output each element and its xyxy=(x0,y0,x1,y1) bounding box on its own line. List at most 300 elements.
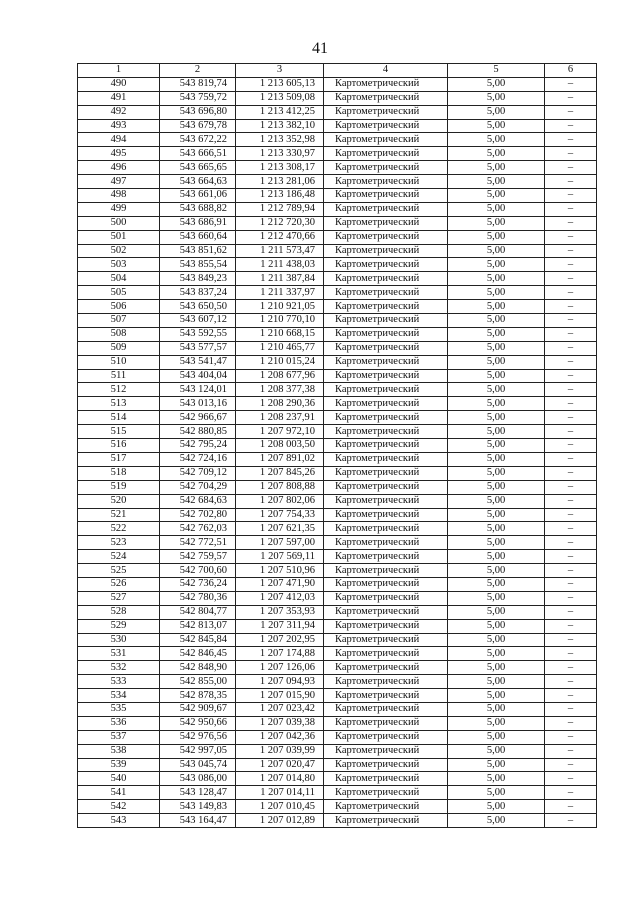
point-number-cell: 496 xyxy=(78,161,160,175)
method-cell: Картометрический xyxy=(324,341,448,355)
y-coordinate-cell: 1 211 337,97 xyxy=(236,286,324,300)
method-cell: Картометрический xyxy=(324,105,448,119)
method-cell: Картометрический xyxy=(324,494,448,508)
point-number-cell: 493 xyxy=(78,119,160,133)
table-row xyxy=(78,314,597,328)
table-row xyxy=(78,647,597,661)
note-cell: – xyxy=(545,772,597,786)
x-coordinate-cell: 543 577,57 xyxy=(160,341,236,355)
accuracy-cell: 5,00 xyxy=(448,536,545,550)
accuracy-cell: 5,00 xyxy=(448,355,545,369)
method-cell: Картометрический xyxy=(324,383,448,397)
point-number-cell: 517 xyxy=(78,452,160,466)
accuracy-cell: 5,00 xyxy=(448,647,545,661)
table-row xyxy=(78,675,597,689)
point-number-cell: 505 xyxy=(78,286,160,300)
point-number-cell: 530 xyxy=(78,633,160,647)
accuracy-cell: 5,00 xyxy=(448,730,545,744)
method-cell: Картометрический xyxy=(324,119,448,133)
table-row xyxy=(78,730,597,744)
y-coordinate-cell: 1 207 569,11 xyxy=(236,550,324,564)
note-cell: – xyxy=(545,383,597,397)
point-number-cell: 535 xyxy=(78,702,160,716)
accuracy-cell: 5,00 xyxy=(448,758,545,772)
x-coordinate-cell: 542 780,36 xyxy=(160,591,236,605)
point-number-cell: 497 xyxy=(78,175,160,189)
note-cell: – xyxy=(545,286,597,300)
note-cell: – xyxy=(545,619,597,633)
table-row xyxy=(78,591,597,605)
accuracy-cell: 5,00 xyxy=(448,466,545,480)
note-cell: – xyxy=(545,730,597,744)
point-number-cell: 492 xyxy=(78,105,160,119)
accuracy-cell: 5,00 xyxy=(448,814,545,828)
y-coordinate-cell: 1 210 668,15 xyxy=(236,327,324,341)
x-coordinate-cell: 542 976,56 xyxy=(160,730,236,744)
table-row xyxy=(78,744,597,758)
accuracy-cell: 5,00 xyxy=(448,175,545,189)
method-cell: Картометрический xyxy=(324,77,448,91)
y-coordinate-cell: 1 208 377,38 xyxy=(236,383,324,397)
table-row xyxy=(78,230,597,244)
note-cell: – xyxy=(545,702,597,716)
note-cell: – xyxy=(545,480,597,494)
column-header: 2 xyxy=(160,64,236,78)
table-row xyxy=(78,147,597,161)
point-number-cell: 539 xyxy=(78,758,160,772)
accuracy-cell: 5,00 xyxy=(448,105,545,119)
x-coordinate-cell: 542 966,67 xyxy=(160,411,236,425)
y-coordinate-cell: 1 207 014,11 xyxy=(236,786,324,800)
note-cell: – xyxy=(545,77,597,91)
note-cell: – xyxy=(545,189,597,203)
point-number-cell: 532 xyxy=(78,661,160,675)
y-coordinate-cell: 1 210 921,05 xyxy=(236,300,324,314)
accuracy-cell: 5,00 xyxy=(448,522,545,536)
point-number-cell: 503 xyxy=(78,258,160,272)
point-number-cell: 543 xyxy=(78,814,160,828)
note-cell: – xyxy=(545,786,597,800)
accuracy-cell: 5,00 xyxy=(448,189,545,203)
x-coordinate-cell: 542 909,67 xyxy=(160,702,236,716)
note-cell: – xyxy=(545,661,597,675)
note-cell: – xyxy=(545,522,597,536)
x-coordinate-cell: 543 686,91 xyxy=(160,216,236,230)
accuracy-cell: 5,00 xyxy=(448,577,545,591)
x-coordinate-cell: 543 660,64 xyxy=(160,230,236,244)
coordinates-table xyxy=(77,63,597,828)
y-coordinate-cell: 1 207 353,93 xyxy=(236,605,324,619)
point-number-cell: 522 xyxy=(78,522,160,536)
table-row xyxy=(78,355,597,369)
y-coordinate-cell: 1 207 094,93 xyxy=(236,675,324,689)
y-coordinate-cell: 1 207 845,26 xyxy=(236,466,324,480)
column-header: 5 xyxy=(448,64,545,78)
y-coordinate-cell: 1 213 308,17 xyxy=(236,161,324,175)
point-number-cell: 537 xyxy=(78,730,160,744)
method-cell: Картометрический xyxy=(324,466,448,480)
y-coordinate-cell: 1 208 290,36 xyxy=(236,397,324,411)
x-coordinate-cell: 543 404,04 xyxy=(160,369,236,383)
x-coordinate-cell: 542 878,35 xyxy=(160,689,236,703)
point-number-cell: 509 xyxy=(78,341,160,355)
x-coordinate-cell: 542 684,63 xyxy=(160,494,236,508)
note-cell: – xyxy=(545,591,597,605)
method-cell: Картометрический xyxy=(324,550,448,564)
method-cell: Картометрический xyxy=(324,633,448,647)
table-row xyxy=(78,536,597,550)
x-coordinate-cell: 543 665,65 xyxy=(160,161,236,175)
accuracy-cell: 5,00 xyxy=(448,494,545,508)
note-cell: – xyxy=(545,758,597,772)
note-cell: – xyxy=(545,314,597,328)
table-row xyxy=(78,258,597,272)
note-cell: – xyxy=(545,202,597,216)
accuracy-cell: 5,00 xyxy=(448,147,545,161)
y-coordinate-cell: 1 207 010,45 xyxy=(236,800,324,814)
method-cell: Картометрический xyxy=(324,786,448,800)
table-row xyxy=(78,480,597,494)
table-row xyxy=(78,452,597,466)
accuracy-cell: 5,00 xyxy=(448,244,545,258)
y-coordinate-cell: 1 211 387,84 xyxy=(236,272,324,286)
table-row xyxy=(78,105,597,119)
y-coordinate-cell: 1 207 412,03 xyxy=(236,591,324,605)
table-row xyxy=(78,286,597,300)
column-header: 6 xyxy=(545,64,597,78)
y-coordinate-cell: 1 207 012,89 xyxy=(236,814,324,828)
table-row xyxy=(78,758,597,772)
note-cell: – xyxy=(545,327,597,341)
note-cell: – xyxy=(545,452,597,466)
note-cell: – xyxy=(545,300,597,314)
table-row xyxy=(78,772,597,786)
point-number-cell: 524 xyxy=(78,550,160,564)
table-row xyxy=(78,661,597,675)
y-coordinate-cell: 1 207 023,42 xyxy=(236,702,324,716)
method-cell: Картометрический xyxy=(324,716,448,730)
accuracy-cell: 5,00 xyxy=(448,439,545,453)
y-coordinate-cell: 1 213 281,06 xyxy=(236,175,324,189)
x-coordinate-cell: 542 855,00 xyxy=(160,675,236,689)
x-coordinate-cell: 543 086,00 xyxy=(160,772,236,786)
method-cell: Картометрический xyxy=(324,202,448,216)
x-coordinate-cell: 542 772,51 xyxy=(160,536,236,550)
method-cell: Картометрический xyxy=(324,744,448,758)
table-row xyxy=(78,550,597,564)
y-coordinate-cell: 1 210 465,77 xyxy=(236,341,324,355)
y-coordinate-cell: 1 208 677,96 xyxy=(236,369,324,383)
table-row xyxy=(78,91,597,105)
y-coordinate-cell: 1 213 509,08 xyxy=(236,91,324,105)
table-row xyxy=(78,605,597,619)
point-number-cell: 498 xyxy=(78,189,160,203)
table-row xyxy=(78,619,597,633)
x-coordinate-cell: 543 650,50 xyxy=(160,300,236,314)
note-cell: – xyxy=(545,175,597,189)
point-number-cell: 528 xyxy=(78,605,160,619)
accuracy-cell: 5,00 xyxy=(448,564,545,578)
x-coordinate-cell: 542 950,66 xyxy=(160,716,236,730)
method-cell: Картометрический xyxy=(324,425,448,439)
note-cell: – xyxy=(545,550,597,564)
note-cell: – xyxy=(545,230,597,244)
point-number-cell: 512 xyxy=(78,383,160,397)
x-coordinate-cell: 543 696,80 xyxy=(160,105,236,119)
method-cell: Картометрический xyxy=(324,258,448,272)
x-coordinate-cell: 543 679,78 xyxy=(160,119,236,133)
note-cell: – xyxy=(545,536,597,550)
note-cell: – xyxy=(545,716,597,730)
method-cell: Картометрический xyxy=(324,591,448,605)
note-cell: – xyxy=(545,605,597,619)
method-cell: Картометрический xyxy=(324,161,448,175)
note-cell: – xyxy=(545,508,597,522)
page-number: 41 xyxy=(312,40,328,57)
column-header: 3 xyxy=(236,64,324,78)
y-coordinate-cell: 1 207 621,35 xyxy=(236,522,324,536)
table-header-row xyxy=(78,64,597,78)
x-coordinate-cell: 543 666,51 xyxy=(160,147,236,161)
note-cell: – xyxy=(545,494,597,508)
method-cell: Картометрический xyxy=(324,355,448,369)
point-number-cell: 519 xyxy=(78,480,160,494)
accuracy-cell: 5,00 xyxy=(448,91,545,105)
point-number-cell: 499 xyxy=(78,202,160,216)
x-coordinate-cell: 543 013,16 xyxy=(160,397,236,411)
accuracy-cell: 5,00 xyxy=(448,772,545,786)
accuracy-cell: 5,00 xyxy=(448,411,545,425)
x-coordinate-cell: 543 164,47 xyxy=(160,814,236,828)
y-coordinate-cell: 1 212 720,30 xyxy=(236,216,324,230)
accuracy-cell: 5,00 xyxy=(448,314,545,328)
point-number-cell: 521 xyxy=(78,508,160,522)
y-coordinate-cell: 1 207 174,88 xyxy=(236,647,324,661)
method-cell: Картометрический xyxy=(324,619,448,633)
point-number-cell: 515 xyxy=(78,425,160,439)
accuracy-cell: 5,00 xyxy=(448,786,545,800)
point-number-cell: 506 xyxy=(78,300,160,314)
note-cell: – xyxy=(545,647,597,661)
y-coordinate-cell: 1 207 802,06 xyxy=(236,494,324,508)
method-cell: Картометрический xyxy=(324,230,448,244)
y-coordinate-cell: 1 207 020,47 xyxy=(236,758,324,772)
note-cell: – xyxy=(545,272,597,286)
accuracy-cell: 5,00 xyxy=(448,258,545,272)
table-row xyxy=(78,272,597,286)
note-cell: – xyxy=(545,355,597,369)
method-cell: Картометрический xyxy=(324,175,448,189)
point-number-cell: 516 xyxy=(78,439,160,453)
y-coordinate-cell: 1 207 126,06 xyxy=(236,661,324,675)
accuracy-cell: 5,00 xyxy=(448,161,545,175)
table-row xyxy=(78,202,597,216)
method-cell: Картометрический xyxy=(324,314,448,328)
accuracy-cell: 5,00 xyxy=(448,800,545,814)
table-row xyxy=(78,633,597,647)
note-cell: – xyxy=(545,814,597,828)
point-number-cell: 518 xyxy=(78,466,160,480)
note-cell: – xyxy=(545,466,597,480)
point-number-cell: 508 xyxy=(78,327,160,341)
x-coordinate-cell: 542 736,24 xyxy=(160,577,236,591)
x-coordinate-cell: 543 661,06 xyxy=(160,189,236,203)
accuracy-cell: 5,00 xyxy=(448,383,545,397)
accuracy-cell: 5,00 xyxy=(448,633,545,647)
accuracy-cell: 5,00 xyxy=(448,341,545,355)
point-number-cell: 529 xyxy=(78,619,160,633)
y-coordinate-cell: 1 213 605,13 xyxy=(236,77,324,91)
note-cell: – xyxy=(545,800,597,814)
y-coordinate-cell: 1 207 754,33 xyxy=(236,508,324,522)
note-cell: – xyxy=(545,425,597,439)
table-row xyxy=(78,161,597,175)
x-coordinate-cell: 542 704,29 xyxy=(160,480,236,494)
note-cell: – xyxy=(545,91,597,105)
method-cell: Картометрический xyxy=(324,605,448,619)
y-coordinate-cell: 1 207 972,10 xyxy=(236,425,324,439)
x-coordinate-cell: 542 848,90 xyxy=(160,661,236,675)
point-number-cell: 511 xyxy=(78,369,160,383)
accuracy-cell: 5,00 xyxy=(448,689,545,703)
table-row xyxy=(78,397,597,411)
point-number-cell: 541 xyxy=(78,786,160,800)
x-coordinate-cell: 543 592,55 xyxy=(160,327,236,341)
y-coordinate-cell: 1 207 014,80 xyxy=(236,772,324,786)
accuracy-cell: 5,00 xyxy=(448,480,545,494)
point-number-cell: 495 xyxy=(78,147,160,161)
x-coordinate-cell: 542 997,05 xyxy=(160,744,236,758)
x-coordinate-cell: 543 664,63 xyxy=(160,175,236,189)
point-number-cell: 514 xyxy=(78,411,160,425)
point-number-cell: 540 xyxy=(78,772,160,786)
table-row xyxy=(78,189,597,203)
x-coordinate-cell: 542 702,80 xyxy=(160,508,236,522)
table-row xyxy=(78,369,597,383)
note-cell: – xyxy=(545,341,597,355)
x-coordinate-cell: 543 851,62 xyxy=(160,244,236,258)
x-coordinate-cell: 543 128,47 xyxy=(160,786,236,800)
x-coordinate-cell: 542 759,57 xyxy=(160,550,236,564)
method-cell: Картометрический xyxy=(324,536,448,550)
accuracy-cell: 5,00 xyxy=(448,272,545,286)
table-row xyxy=(78,786,597,800)
note-cell: – xyxy=(545,147,597,161)
method-cell: Картометрический xyxy=(324,327,448,341)
note-cell: – xyxy=(545,133,597,147)
point-number-cell: 520 xyxy=(78,494,160,508)
y-coordinate-cell: 1 213 330,97 xyxy=(236,147,324,161)
table-body xyxy=(78,77,597,827)
x-coordinate-cell: 543 837,24 xyxy=(160,286,236,300)
y-coordinate-cell: 1 213 382,10 xyxy=(236,119,324,133)
note-cell: – xyxy=(545,577,597,591)
y-coordinate-cell: 1 210 015,24 xyxy=(236,355,324,369)
point-number-cell: 490 xyxy=(78,77,160,91)
method-cell: Картометрический xyxy=(324,730,448,744)
y-coordinate-cell: 1 211 438,03 xyxy=(236,258,324,272)
accuracy-cell: 5,00 xyxy=(448,591,545,605)
x-coordinate-cell: 543 688,82 xyxy=(160,202,236,216)
accuracy-cell: 5,00 xyxy=(448,605,545,619)
accuracy-cell: 5,00 xyxy=(448,550,545,564)
y-coordinate-cell: 1 210 770,10 xyxy=(236,314,324,328)
y-coordinate-cell: 1 207 891,02 xyxy=(236,452,324,466)
method-cell: Картометрический xyxy=(324,480,448,494)
note-cell: – xyxy=(545,161,597,175)
table-row xyxy=(78,466,597,480)
accuracy-cell: 5,00 xyxy=(448,744,545,758)
note-cell: – xyxy=(545,258,597,272)
x-coordinate-cell: 543 855,54 xyxy=(160,258,236,272)
method-cell: Картометрический xyxy=(324,369,448,383)
method-cell: Картометрический xyxy=(324,439,448,453)
accuracy-cell: 5,00 xyxy=(448,369,545,383)
y-coordinate-cell: 1 207 471,90 xyxy=(236,577,324,591)
x-coordinate-cell: 543 759,72 xyxy=(160,91,236,105)
method-cell: Картометрический xyxy=(324,300,448,314)
accuracy-cell: 5,00 xyxy=(448,286,545,300)
y-coordinate-cell: 1 213 186,48 xyxy=(236,189,324,203)
method-cell: Картометрический xyxy=(324,758,448,772)
note-cell: – xyxy=(545,675,597,689)
table-row xyxy=(78,341,597,355)
point-number-cell: 523 xyxy=(78,536,160,550)
x-coordinate-cell: 543 541,47 xyxy=(160,355,236,369)
y-coordinate-cell: 1 208 003,50 xyxy=(236,439,324,453)
table-row xyxy=(78,300,597,314)
column-header: 4 xyxy=(324,64,448,78)
method-cell: Картометрический xyxy=(324,772,448,786)
method-cell: Картометрический xyxy=(324,452,448,466)
accuracy-cell: 5,00 xyxy=(448,661,545,675)
table-row xyxy=(78,439,597,453)
x-coordinate-cell: 543 149,83 xyxy=(160,800,236,814)
table-row xyxy=(78,175,597,189)
accuracy-cell: 5,00 xyxy=(448,300,545,314)
table-row xyxy=(78,522,597,536)
y-coordinate-cell: 1 207 808,88 xyxy=(236,480,324,494)
note-cell: – xyxy=(545,369,597,383)
point-number-cell: 507 xyxy=(78,314,160,328)
point-number-cell: 501 xyxy=(78,230,160,244)
method-cell: Картометрический xyxy=(324,522,448,536)
table-row xyxy=(78,327,597,341)
method-cell: Картометрический xyxy=(324,564,448,578)
method-cell: Картометрический xyxy=(324,411,448,425)
y-coordinate-cell: 1 207 042,36 xyxy=(236,730,324,744)
point-number-cell: 525 xyxy=(78,564,160,578)
method-cell: Картометрический xyxy=(324,133,448,147)
accuracy-cell: 5,00 xyxy=(448,425,545,439)
accuracy-cell: 5,00 xyxy=(448,675,545,689)
table-row xyxy=(78,716,597,730)
y-coordinate-cell: 1 207 202,95 xyxy=(236,633,324,647)
method-cell: Картометрический xyxy=(324,675,448,689)
table-row xyxy=(78,800,597,814)
method-cell: Картометрический xyxy=(324,814,448,828)
note-cell: – xyxy=(545,689,597,703)
accuracy-cell: 5,00 xyxy=(448,508,545,522)
table-row xyxy=(78,411,597,425)
y-coordinate-cell: 1 208 237,91 xyxy=(236,411,324,425)
point-number-cell: 531 xyxy=(78,647,160,661)
x-coordinate-cell: 542 813,07 xyxy=(160,619,236,633)
y-coordinate-cell: 1 207 039,38 xyxy=(236,716,324,730)
accuracy-cell: 5,00 xyxy=(448,619,545,633)
method-cell: Картометрический xyxy=(324,661,448,675)
y-coordinate-cell: 1 207 597,00 xyxy=(236,536,324,550)
